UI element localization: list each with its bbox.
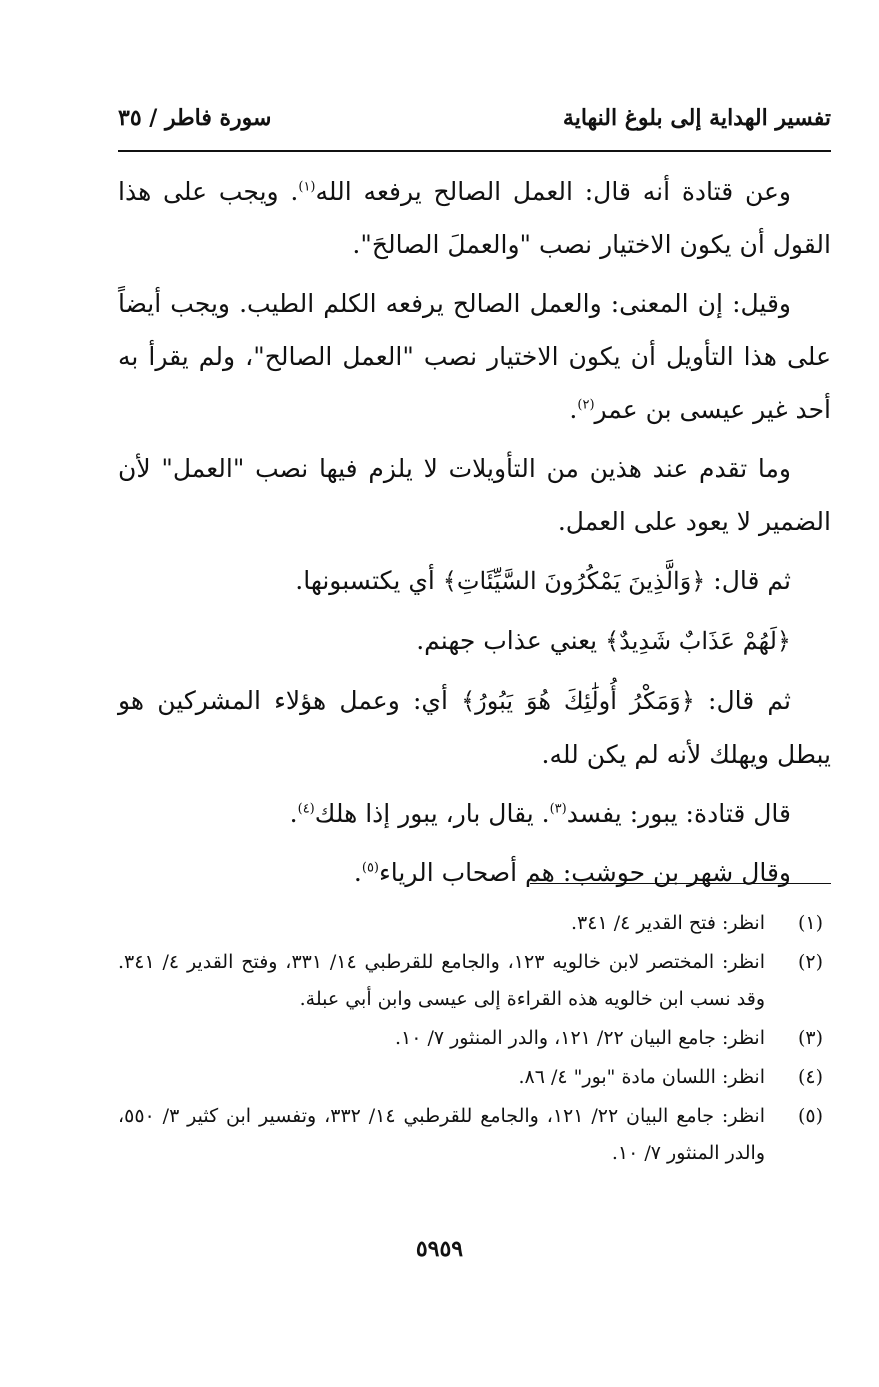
paragraph-text: .: [569, 395, 578, 424]
paragraph-text: وما تقدم عند هذين من التأويلات لا يلزم فيها نصب "العمل" لأن الضمير لا يعود على العمل.: [118, 454, 831, 536]
footnote-number: (٤): [797, 1066, 823, 1088]
footnote-number: (٣): [797, 1027, 823, 1049]
footnote-number: (٥): [797, 1105, 823, 1127]
paragraph-text: يعني عذاب جهنم.: [416, 626, 606, 655]
footnote-number: (١): [797, 912, 823, 934]
paragraph-text: قال قتادة: يبور: يفسد: [566, 799, 791, 828]
footnotes: [118, 905, 831, 1174]
paragraph: [118, 674, 831, 781]
footnote: [118, 1020, 831, 1057]
paragraph-text: .: [289, 799, 298, 828]
footnote-ref: (٤): [297, 801, 315, 817]
footnote-text: انظر: اللسان مادة "بور" ٤/ ٨٦.: [518, 1066, 765, 1088]
quran-verse: ﴿وَالَّذِينَ يَمْكُرُونَ السَّيِّئَاتِ﴾: [442, 567, 706, 595]
footnote: [118, 1098, 831, 1172]
quran-verse: ﴿وَمَكْرُ أُولَٰئِكَ هُوَ يَبُورُ﴾: [461, 687, 695, 715]
footnote-text: انظر: فتح القدير ٤/ ٣٤١.: [570, 912, 765, 934]
paragraph: [118, 165, 831, 271]
footnote-ref: (٢): [577, 397, 595, 413]
page-number: ٥٩٥٩: [415, 1236, 464, 1262]
footnote-text: انظر: جامع البيان ٢٢/ ١٢١، والدر المنثور ٧/ ١٠.: [394, 1027, 765, 1049]
footnote-divider: [530, 883, 831, 884]
running-header: [118, 95, 831, 145]
footnote: [118, 944, 831, 1018]
paragraph: [118, 787, 831, 840]
paragraph-text: .: [353, 858, 362, 887]
paragraph-text: أي يكتسبونها.: [295, 566, 443, 595]
quran-verse: ﴿لَهُمْ عَذَابٌ شَدِيدٌ﴾: [605, 627, 791, 655]
main-text: [118, 165, 831, 905]
footnote-text: انظر: المختصر لابن خالويه ١٢٣، والجامع للقرطبي ١٤/ ٣٣١، وفتح القدير ٤/ ٣٤١. وقد نسب ابن خالويه هذه القراءة إلى عيسى وابن أبي عبلة.: [118, 951, 765, 1010]
footnote-text: انظر: جامع البيان ٢٢/ ١٢١، والجامع للقرطبي ١٤/ ٣٣٢، وتفسير ابن كثير ٣/ ٥٥٠، والدر المنثور ٧/ ١٠.: [118, 1105, 765, 1164]
paragraph-text: ثم قال:: [694, 686, 791, 715]
footnote-ref: (٣): [549, 801, 567, 817]
footnote: [118, 1059, 831, 1096]
footnote: [118, 905, 831, 942]
paragraph: [118, 614, 831, 668]
paragraph-text: أي: وعمل هؤلاء المشركين هو يبطل ويهلك لأنه لم يكن لله.: [118, 686, 831, 769]
paragraph-text: وقال شهر بن حوشب: هم أصحاب الرياء: [379, 858, 791, 887]
paragraph-text: . ويجب على هذا القول أن يكون الاختيار نصب "والعملَ الصالحَ".: [118, 177, 831, 259]
header-divider: [118, 150, 831, 152]
paragraph-text: ثم قال:: [705, 566, 791, 595]
footnote-ref: (٥): [361, 860, 379, 876]
footnote-ref: (١): [298, 179, 316, 195]
paragraph: [118, 442, 831, 548]
paragraph: [118, 846, 831, 899]
surah-label: سورة فاطر / ٣٥: [118, 105, 272, 131]
paragraph-text: وعن قتادة أنه قال: العمل الصالح يرفعه الله: [315, 177, 791, 206]
paragraph-text: . يقال بار، يبور إذا هلك: [314, 799, 550, 828]
footnote-number: (٢): [797, 951, 823, 973]
paragraph: [118, 554, 831, 608]
book-title: تفسير الهداية إلى بلوغ النهاية: [562, 105, 831, 131]
paragraph-text: وقيل: إن المعنى: والعمل الصالح يرفعه الكلم الطيب. ويجب أيضاً على هذا التأويل أن يكون الاختيار نصب "العمل الصالح"، ولم يقرأ به أحد غير عيسى بن عمر: [118, 289, 831, 424]
paragraph: [118, 277, 831, 436]
